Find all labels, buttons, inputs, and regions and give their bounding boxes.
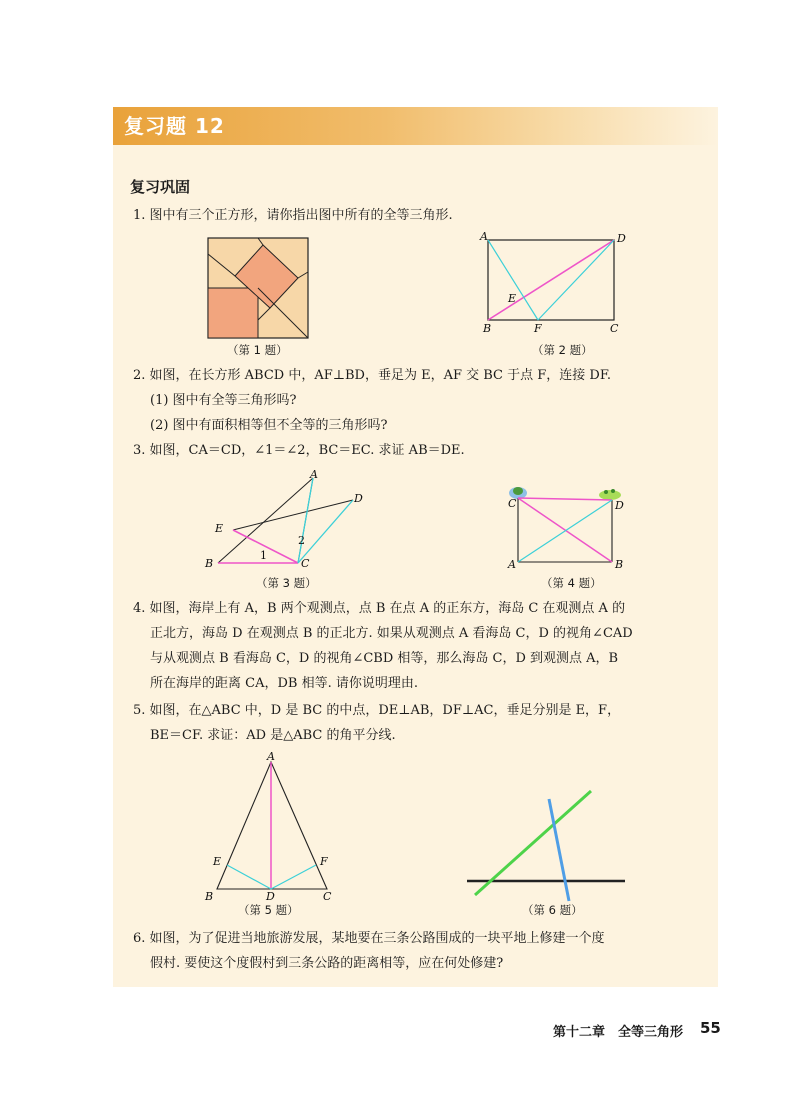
figure-4 bbox=[508, 480, 638, 572]
problem-6-text-2: 假村. 要使这个度假村到三条公路的距离相等，应在何处修建? bbox=[150, 956, 504, 971]
figure-1 bbox=[208, 238, 308, 338]
fig2-label-e: E bbox=[508, 292, 517, 305]
fig5-label-f: F bbox=[320, 855, 328, 868]
fig2-label-c: C bbox=[610, 322, 619, 335]
figure-5-caption: （第 5 题） bbox=[238, 903, 299, 917]
fig3-label-a: A bbox=[310, 468, 318, 481]
fig5-label-d: D bbox=[266, 890, 275, 903]
fig5-label-e: E bbox=[213, 855, 222, 868]
fig3-label-c: C bbox=[301, 557, 310, 570]
problem-1-text: 1. 图中有三个正方形，请你指出图中所有的全等三角形. bbox=[133, 208, 453, 223]
fig4-label-c: C bbox=[508, 497, 517, 510]
fig5-label-b: B bbox=[205, 890, 214, 903]
fig2-label-f: F bbox=[534, 322, 542, 335]
problem-6-text: 6. 如图，为了促进当地旅游发展，某地要在三条公路围成的一块平地上修建一个度 bbox=[133, 931, 605, 946]
fig4-label-a: A bbox=[508, 558, 516, 571]
fig3-angle-2: 2 bbox=[298, 534, 305, 547]
page-title: 复习题 12 bbox=[124, 114, 225, 138]
problem-4-text-4: 所在海岸的距离 CA，DB 相等. 请你说明理由. bbox=[150, 676, 418, 691]
fig5-label-c: C bbox=[323, 890, 332, 903]
problem-3-text: 3. 如图，CA＝CD，∠1＝∠2，BC＝EC. 求证 AB＝DE. bbox=[133, 443, 465, 458]
figure-5 bbox=[205, 752, 340, 902]
fig2-label-a: A bbox=[480, 230, 488, 243]
fig3-angle-1: 1 bbox=[260, 549, 267, 562]
problem-2-part-2: (2) 图中有面积相等但不全等的三角形吗? bbox=[150, 418, 388, 433]
problem-4-text-2: 正北方，海岛 D 在观测点 B 的正北方. 如果从观测点 A 看海岛 C，D 的视角∠CAD bbox=[150, 626, 633, 641]
section-title: 复习巩固 bbox=[130, 178, 191, 196]
fig2-label-d: D bbox=[617, 232, 626, 245]
figure-1-caption: （第 1 题） bbox=[227, 343, 288, 357]
figure-4-caption: （第 4 题） bbox=[541, 576, 602, 590]
fig4-label-d: D bbox=[615, 499, 624, 512]
chapter-title: 第十二章 全等三角形 bbox=[553, 1025, 684, 1040]
fig3-label-b: B bbox=[205, 557, 214, 570]
problem-2-text: 2. 如图，在长方形 ABCD 中，AF⊥BD，垂足为 E，AF 交 BC 于点 F，连接 DF. bbox=[133, 368, 611, 383]
figure-2 bbox=[480, 230, 630, 342]
problem-4-text: 4. 如图，海岸上有 A，B 两个观测点，点 B 在点 A 的正东方，海岛 C 在观测点 A 的 bbox=[133, 601, 626, 616]
fig5-label-a: A bbox=[267, 750, 275, 763]
fig2-label-b: B bbox=[483, 322, 492, 335]
figure-6 bbox=[465, 785, 630, 903]
problem-5-text-2: BE＝CF. 求证：AD 是△ABC 的角平分线. bbox=[150, 728, 396, 743]
figure-3-caption: （第 3 题） bbox=[256, 576, 317, 590]
page-number: 55 bbox=[700, 1019, 721, 1037]
problem-4-text-3: 与从观测点 B 看海岛 C，D 的视角∠CBD 相等，那么海岛 C，D 到观测点 A，B bbox=[150, 651, 619, 666]
problem-2-part-1: (1) 图中有全等三角形吗? bbox=[150, 393, 297, 408]
fig3-label-d: D bbox=[354, 492, 363, 505]
figure-3 bbox=[203, 470, 368, 572]
figure-6-caption: （第 6 题） bbox=[522, 903, 583, 917]
fig3-label-e: E bbox=[215, 522, 224, 535]
fig4-label-b: B bbox=[615, 558, 624, 571]
problem-5-text: 5. 如图，在△ABC 中，D 是 BC 的中点，DE⊥AB，DF⊥AC，垂足分别是 E，F， bbox=[133, 703, 621, 718]
figure-2-caption: （第 2 题） bbox=[532, 343, 593, 357]
